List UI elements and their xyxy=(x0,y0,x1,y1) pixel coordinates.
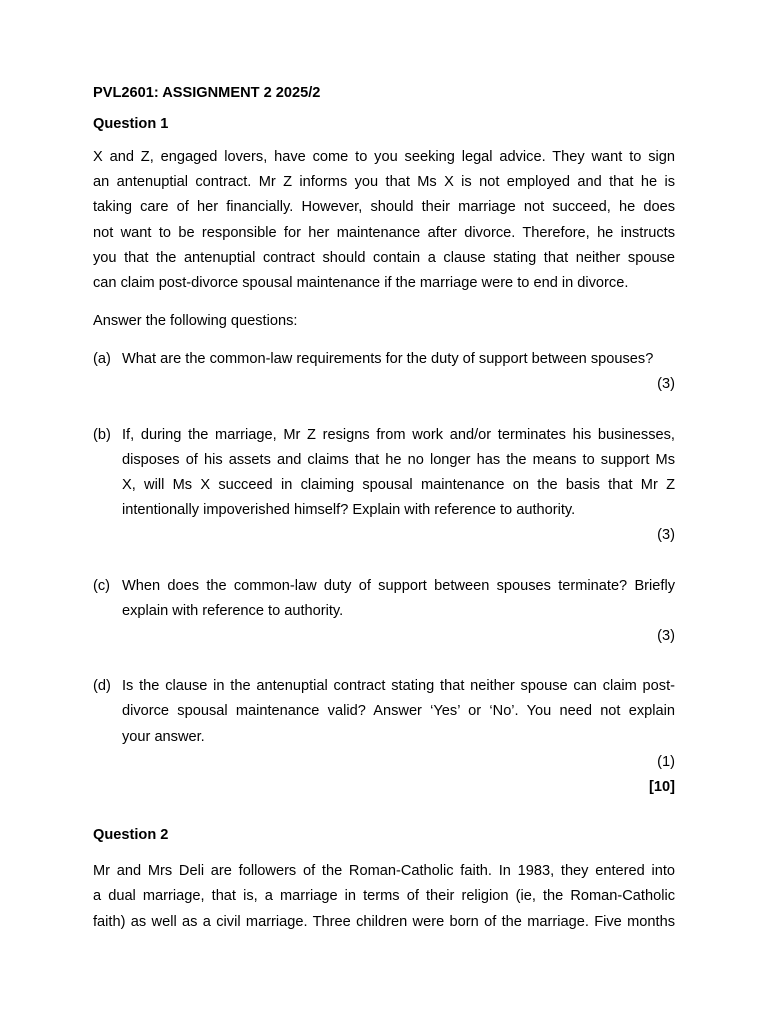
scenario-line: faith) as well as a civil marriage. Three children were born of the marriage. Five months xyxy=(93,913,675,930)
item-marks: (3) xyxy=(657,527,675,544)
item-line: disposes of his assets and claims that he no longer has the means to support Ms xyxy=(122,451,675,468)
item-label: (d) xyxy=(93,678,111,695)
question-1-heading: Question 1 xyxy=(93,116,169,132)
answer-instruction: Answer the following questions: xyxy=(93,313,298,330)
question-2-heading: Question 2 xyxy=(93,827,169,844)
question-item-a xyxy=(93,347,675,372)
item-text xyxy=(122,674,675,750)
scenario-line: Mr and Mrs Deli are followers of the Roman-Catholic faith. In 1983, they entered into xyxy=(93,863,675,880)
question-item-b xyxy=(93,423,675,524)
item-marks: (3) xyxy=(657,376,675,393)
scenario-line: a dual marriage, that is, a marriage in terms of their religion (ie, the Roman-Catholic xyxy=(93,888,675,905)
item-label: (b) xyxy=(93,426,111,443)
question-2-scenario xyxy=(93,859,675,935)
item-line: explain with reference to authority. xyxy=(122,602,344,619)
item-label: (a) xyxy=(93,351,111,368)
item-line: When does the common-law duty of support between spouses terminate? Briefly xyxy=(122,577,675,594)
item-text xyxy=(122,574,675,624)
item-marks: (3) xyxy=(657,628,675,645)
item-label: (c) xyxy=(93,577,111,594)
item-line: If, during the marriage, Mr Z resigns from work and/or terminates his businesses, xyxy=(122,426,675,443)
document-body xyxy=(93,84,675,935)
assignment-title: PVL2601: ASSIGNMENT 2 2025/2 xyxy=(93,85,321,101)
question-item-c xyxy=(93,574,675,624)
question-1-scenario xyxy=(93,145,675,296)
item-line: What are the common-law requirements for the duty of support between spouses? xyxy=(122,351,654,368)
item-line: intentionally impoverished himself? Explain with reference to authority. xyxy=(122,502,576,519)
scenario-line: can claim post-divorce spousal maintenance if the marriage were to end in divorce. xyxy=(93,275,629,292)
item-line: Is the clause in the antenuptial contract stating that neither spouse can claim post- xyxy=(122,678,675,695)
item-text xyxy=(122,423,675,524)
scenario-line: X and Z, engaged lovers, have come to you seeking legal advice. They want to sign xyxy=(93,149,675,165)
scenario-line: taking care of her financially. However, should their marriage not succeed, he does xyxy=(93,199,675,216)
item-line: X, will Ms X succeed in claiming spousal maintenance on the basis that Mr Z xyxy=(122,477,675,494)
item-marks: (1) xyxy=(657,753,675,770)
scenario-line: an antenuptial contract. Mr Z informs you that Ms X is not employed and that he is xyxy=(93,174,675,191)
scenario-line: you that the antenuptial contract should contain a clause stating that neither spouse xyxy=(93,249,675,266)
scenario-line: not want to be responsible for her maintenance after divorce. Therefore, he instructs xyxy=(93,224,675,241)
question-1-total: [10] xyxy=(649,779,675,796)
item-line: divorce spousal maintenance valid? Answer ‘Yes’ or ‘No’. You need not explain xyxy=(122,703,675,720)
question-item-d xyxy=(93,674,675,750)
item-line: your answer. xyxy=(122,728,205,745)
item-text xyxy=(122,347,675,372)
